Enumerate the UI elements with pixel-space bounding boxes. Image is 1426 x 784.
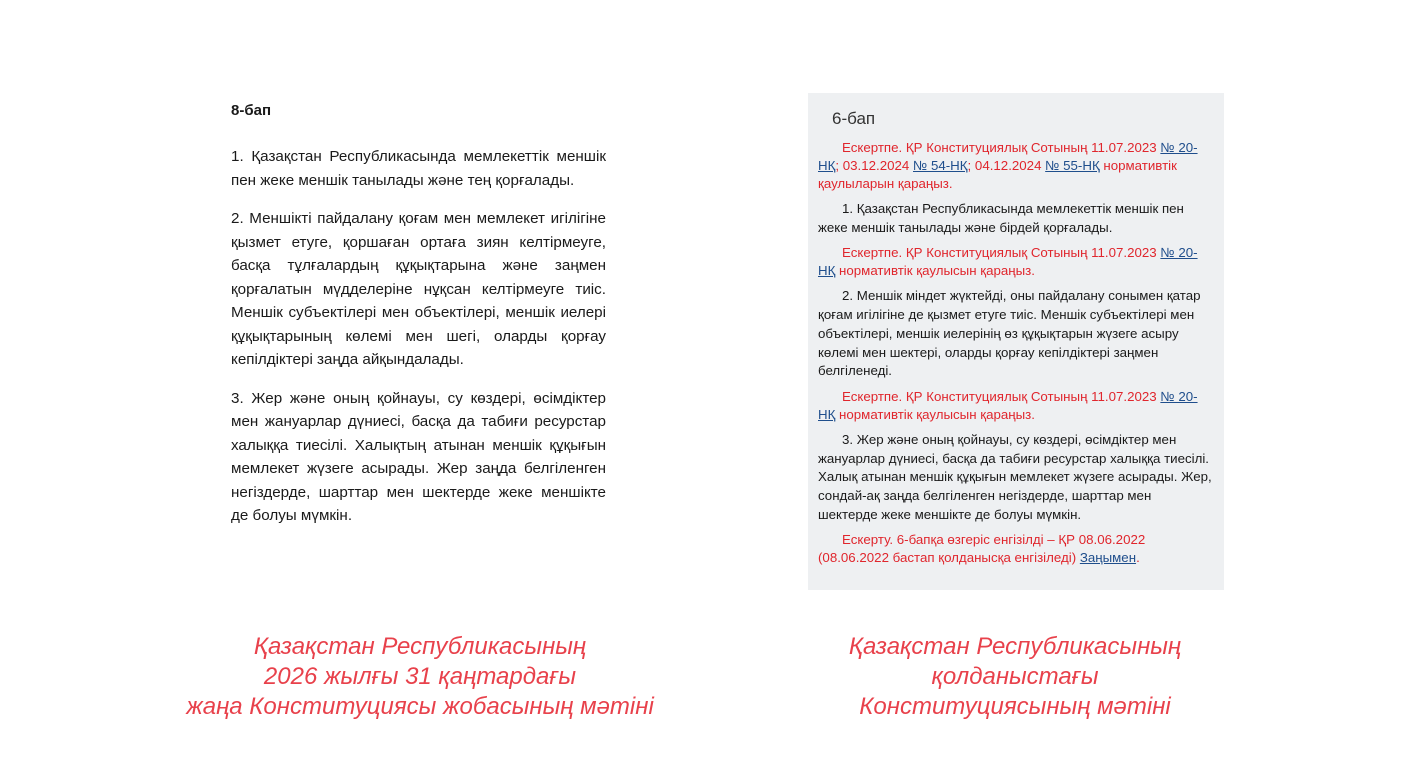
note-text: Ескертпе. ҚР Конституциялық Сотының 11.07.2023 bbox=[842, 245, 1161, 261]
note-text: ; 03.12.2024 bbox=[835, 158, 913, 173]
draft-caption bbox=[140, 632, 700, 722]
note-text: ; 04.12.2024 bbox=[967, 158, 1046, 173]
reference-link[interactable]: № 20-НҚ bbox=[818, 388, 1198, 422]
caption-line: жаңа Конституциясы жобасының мәтіні bbox=[186, 693, 654, 720]
caption-line: Конституциясының мәтіні bbox=[859, 693, 1171, 720]
current-caption bbox=[790, 632, 1240, 722]
reference-link[interactable]: № 55-НҚ bbox=[1045, 158, 1100, 173]
note-text: нормативтік қаулыларын қараңыз. bbox=[818, 158, 1177, 191]
law-link[interactable]: Заңымен bbox=[1079, 550, 1137, 566]
caption-line: Қазақстан Республикасының bbox=[848, 633, 1182, 660]
reference-link[interactable]: № 20-НҚ bbox=[818, 140, 1198, 173]
reference-link[interactable]: № 20-НҚ bbox=[818, 245, 1198, 279]
article-paragraph-3: 3. Жер және оның қойнауы, су көздері, өсімдіктер мен жануарлар дүниесі, басқа да табиғи ресурстар халыққа тиесілі. Халық атынан меншік құқығын мемлекет жүзеге асырады. Жер, сондай-ақ заңда белгіленген негіздерде, шарттар мен шектерде жеке меншікте де болуы мүмкін. bbox=[818, 431, 1212, 522]
current-constitution-article bbox=[808, 93, 1224, 590]
note-text: . bbox=[1136, 550, 1140, 566]
article-heading: 8-бап bbox=[231, 102, 272, 119]
note-text: Ескерту. 6-бапқа өзгеріс енгізілді – ҚР 08.06.2022 (08.06.2022 бастап қолданысқа енгізіледі) bbox=[818, 532, 1146, 566]
editorial-note bbox=[818, 139, 1214, 193]
article-paragraph-2: 2. Меншік міндет жүктейді, оны пайдалану сонымен қатар қоғам игілігіне де қызмет етуге тиіс. Меншік субъектілері мен объектілері, меншік иелерінің өз құқықтарын жүзеге асыру көлемі мен шектері, оларды қорғау кепілдіктері заңмен белгіленеді. bbox=[818, 288, 1201, 379]
note-text: Ескертпе. ҚР Конституциялық Сотының 11.07.2023 bbox=[842, 388, 1161, 404]
editorial-note bbox=[818, 388, 1214, 424]
reference-link[interactable]: № 54-НҚ bbox=[913, 158, 968, 173]
note-text: нормативтік қаулысын қараңыз. bbox=[835, 263, 1035, 279]
article-heading: 6-бап bbox=[832, 109, 876, 128]
article-paragraph-1: 1. Қазақстан Республикасында мемлекеттік меншік пен жеке меншік танылады және тең қорғалады. bbox=[231, 148, 606, 189]
draft-constitution-article bbox=[231, 101, 606, 543]
caption-line: қолданыстағы bbox=[931, 663, 1099, 690]
note-text: Ескертпе. ҚР Конституциялық Сотының 11.07.2023 bbox=[842, 140, 1161, 155]
article-paragraph-3: 3. Жер және оның қойнауы, су көздері, өсімдіктер мен жануарлар дүниесі, басқа да табиғи ресурстар халыққа тиесілі. Халықтың атынан меншік құқығын мемлекет жүзеге асырады. Жер заңда белгіленген негіздерде, шарттар мен шектерде жеке меншікте де болуы мүмкін. bbox=[231, 389, 606, 524]
note-text: нормативтік қаулысын қараңыз. bbox=[835, 406, 1035, 422]
article-paragraph-2: 2. Меншікті пайдалану қоғам мен мемлекет игілігіне қызмет етуге, қоршаған ортаға зиян келтірмеуге, басқа тұлғалардың құқықтарына және заңмен қорғалатын мүдделеріне нұқсан келтірмеуге тиіс. Меншік субъектілері мен объектілері, меншік иелері құқықтарының көлемі мен шегі, оларды қорғау кепілдіктері заңда айқындалады. bbox=[231, 210, 606, 368]
caption-line: 2026 жылғы 31 қаңтардағы bbox=[263, 663, 577, 690]
amendment-note bbox=[818, 531, 1214, 567]
article-paragraph-1: 1. Қазақстан Республикасында мемлекеттік меншік пен жеке меншік танылады және бірдей қорғалады. bbox=[818, 201, 1184, 235]
editorial-note bbox=[818, 244, 1214, 280]
caption-line: Қазақстан Республикасының bbox=[253, 633, 587, 660]
